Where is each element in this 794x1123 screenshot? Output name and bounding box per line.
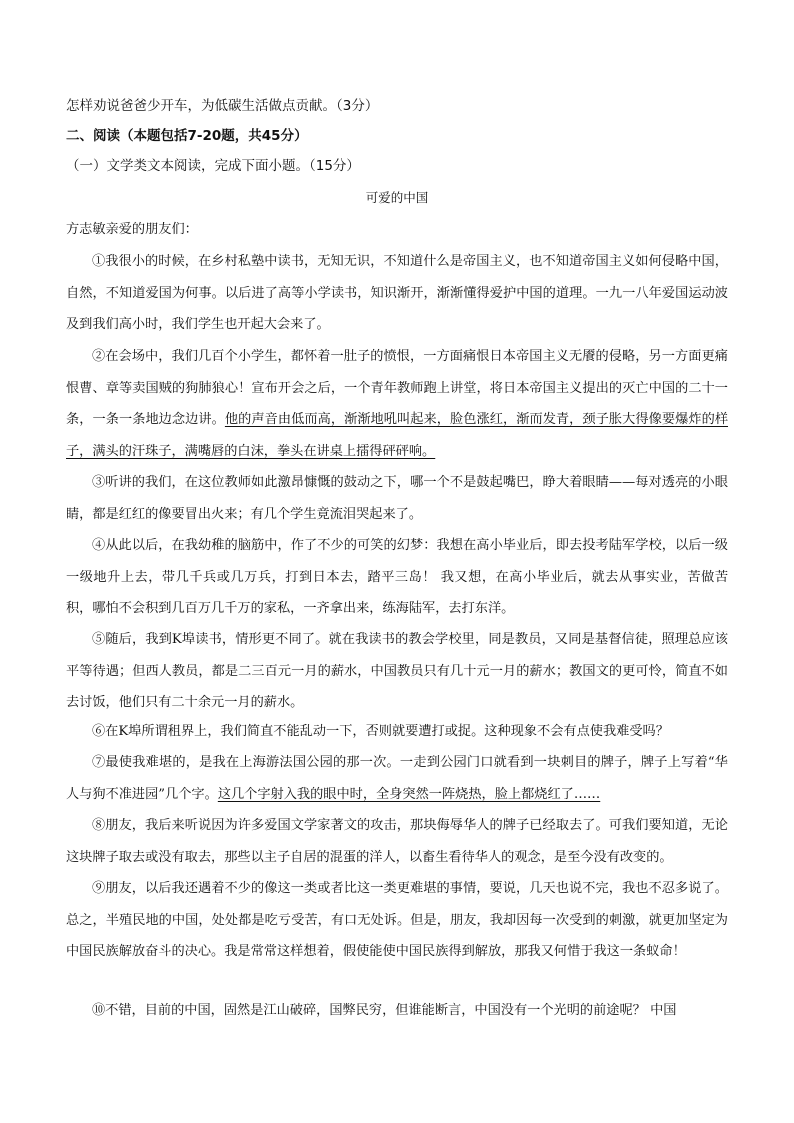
paragraph-4: ④从此以后，在我幼稚的脑筋中，作了不少的可笑的幻梦：我想在高小毕业后，即去投考陆军学校，以后一级一级地升上去，带几千兵或几万兵，打到日本去，踏平三岛！ 我又想，在高小毕业后，就去从事实业，苦做苦积，哪怕不会积到几百万几千万的家私，一齐拿出来，练海陆军，去打东洋。 xyxy=(66,538,728,616)
paragraph-3: ③听讲的我们，在这位教师如此激昂慷慨的鼓动之下，哪一个不是鼓起嘴巴，睁大着眼睛——每对透亮的小眼睛，都是红红的像要冒出火来；有几个学生竟流泪哭起来了。 xyxy=(66,475,728,522)
subsection-heading: （一）文学类文本阅读，完成下面小题。（15分） xyxy=(66,158,360,174)
section-heading: 二、阅读（本题包括7-20题，共45分） xyxy=(66,128,308,144)
paragraph-5: ⑤随后，我到K埠读书，情形更不同了。就在我读书的教会学校里，同是教员，又同是基督信徒，照理总应该平等待遇；但西人教员，都是二三百元一月的薪水，中国教员只有几十元一月的薪水；教国文的更可怜，简直不如去讨饭，他们只有二十余元一月的薪水。 xyxy=(66,632,728,710)
paragraph-7-text: ⑦最使我难堪的，是我在上海游法国公园的那一次。一走到公园门口就看到一块刺目的牌子，牌子上写着“华人与狗不准进园”几个字。 xyxy=(66,755,728,802)
paragraph-2 xyxy=(66,341,728,467)
paragraph-1: ①我很小的时候，在乡村私塾中读书，无知无识，不知道什么是帝国主义，也不知道帝国主义如何侵略中国，自然，不知道爱国为何事。以后进了高等小学读书，知识渐开，渐渐懂得爱护中国的道理。一九一八年爱国运动波及到我们高小时，我们学生也开起大会来了。 xyxy=(66,254,728,332)
paragraph-9: ⑨朋友，以后我还遇着不少的像这一类或者比这一类更难堪的事情，要说，几天也说不完，我也不忍多说了。总之，半殖民地的中国，处处都是吃亏受苦，有口无处诉。但是，朋友，我却因每一次受到的刺激，就更加坚定为中国民族解放奋斗的决心。我是常常这样想着，假使能使中国民族得到解放，那我又何惜于我这一条蚁命！ xyxy=(66,881,728,959)
paragraph-7-underlined-text: 这几个字射入我的眼中时，全身突然一阵烧热，脸上都烧红了…… xyxy=(217,786,601,802)
article-title: 可爱的中国 xyxy=(365,190,429,205)
paragraph-8: ⑧朋友，我后来听说因为许多爱国文学家著文的攻击，那块侮辱华人的牌子已经取去了。可我们要知道，无论这块牌子取去或没有取去，那些以主子自居的混蛋的洋人，以畜生看待华人的观念，是至今没有改变的。 xyxy=(66,818,728,865)
question-text: 怎样劝说爸爸少开车，为低碳生活做点贡献。（3分） xyxy=(66,98,379,114)
paragraph-6: ⑥在K埠所谓租界上，我们简直不能乱动一下，否则就要遭打或捉。这种现象不会有点使我难受吗？ xyxy=(92,724,669,739)
salutation: 方志敏亲爱的朋友们： xyxy=(66,222,198,237)
paragraph-2-text: ②在会场中，我们几百个小学生，都怀着一肚子的愤恨，一方面痛恨日本帝国主义无餍的侵略，另一方面更痛恨曹、章等卖国贼的狗肺狼心！宣布开会之后，一个青年教师跑上讲堂，将日本帝国主义提出的灭亡中国的二十一条，一条一条地边念边讲。 xyxy=(66,349,728,427)
paragraph-10: ⑩不错，目前的中国，固然是江山破碎，国弊民穷，但谁能断言，中国没有一个光明的前途呢？ 中国 xyxy=(92,1003,677,1018)
paragraph-7 xyxy=(66,747,728,810)
paragraph-2-underlined-text: 他的声音由低而高，渐渐地吼叫起来，脸色涨红，渐而发青，颈子胀大得像要爆炸的样子，满头的汗珠子，满嘴唇的白沫，拳头在讲桌上擂得砰砰响。 xyxy=(66,412,729,459)
